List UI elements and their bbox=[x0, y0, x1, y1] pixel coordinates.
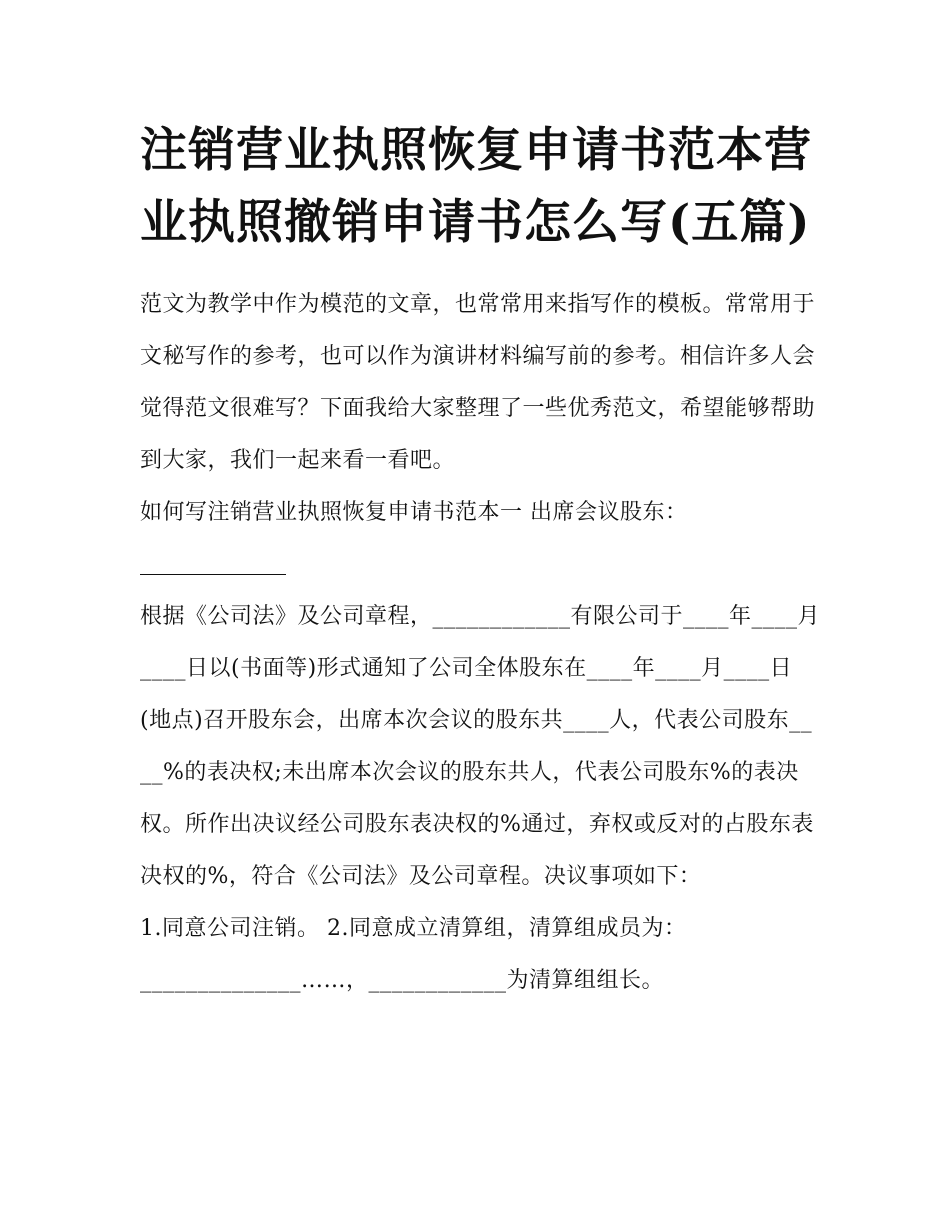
intro-paragraph: 范文为教学中作为模范的文章，也常常用来指写作的模板。常常用于文秘写作的参考，也可以作为演讲材料编写前的参考。相信许多人会觉得范文很难写？下面我给大家整理了一些优秀范文，希望能够帮助到大家，我们一起来看一看吧。 bbox=[140, 292, 816, 473]
document-body bbox=[140, 279, 820, 1007]
attendee-blank-line bbox=[140, 539, 820, 591]
fill-in-underline bbox=[140, 574, 286, 575]
section-heading: 如何写注销营业执照恢复申请书范本一 出席会议股东： bbox=[140, 500, 688, 525]
document-content bbox=[140, 115, 820, 1007]
resolution-items: 1.同意公司注销。 2.同意成立清算组，清算组成员为： bbox=[140, 916, 687, 941]
resolution-paragraph: 根据《公司法》及公司章程，____________有限公司于____年____月____日以(书面等)形式通知了公司全体股东在____年____月____日(地点)召开股东会，出席本次会议的股东共____人，代表公司股东____%的表决权;未出席本次会议的股东共人，代表公司股东%的表决权。所作出决议经公司股东表决权的%通过，弃权或反对的占股东表决权的%，符合《公司法》及公司章程。决议事项如下： bbox=[140, 604, 821, 889]
liquidation-leader-line: ______________……，____________为清算组组长。 bbox=[140, 968, 665, 993]
document-title: 注销营业执照恢复申请书范本营业执照撤销申请书怎么写(五篇) bbox=[140, 123, 812, 250]
